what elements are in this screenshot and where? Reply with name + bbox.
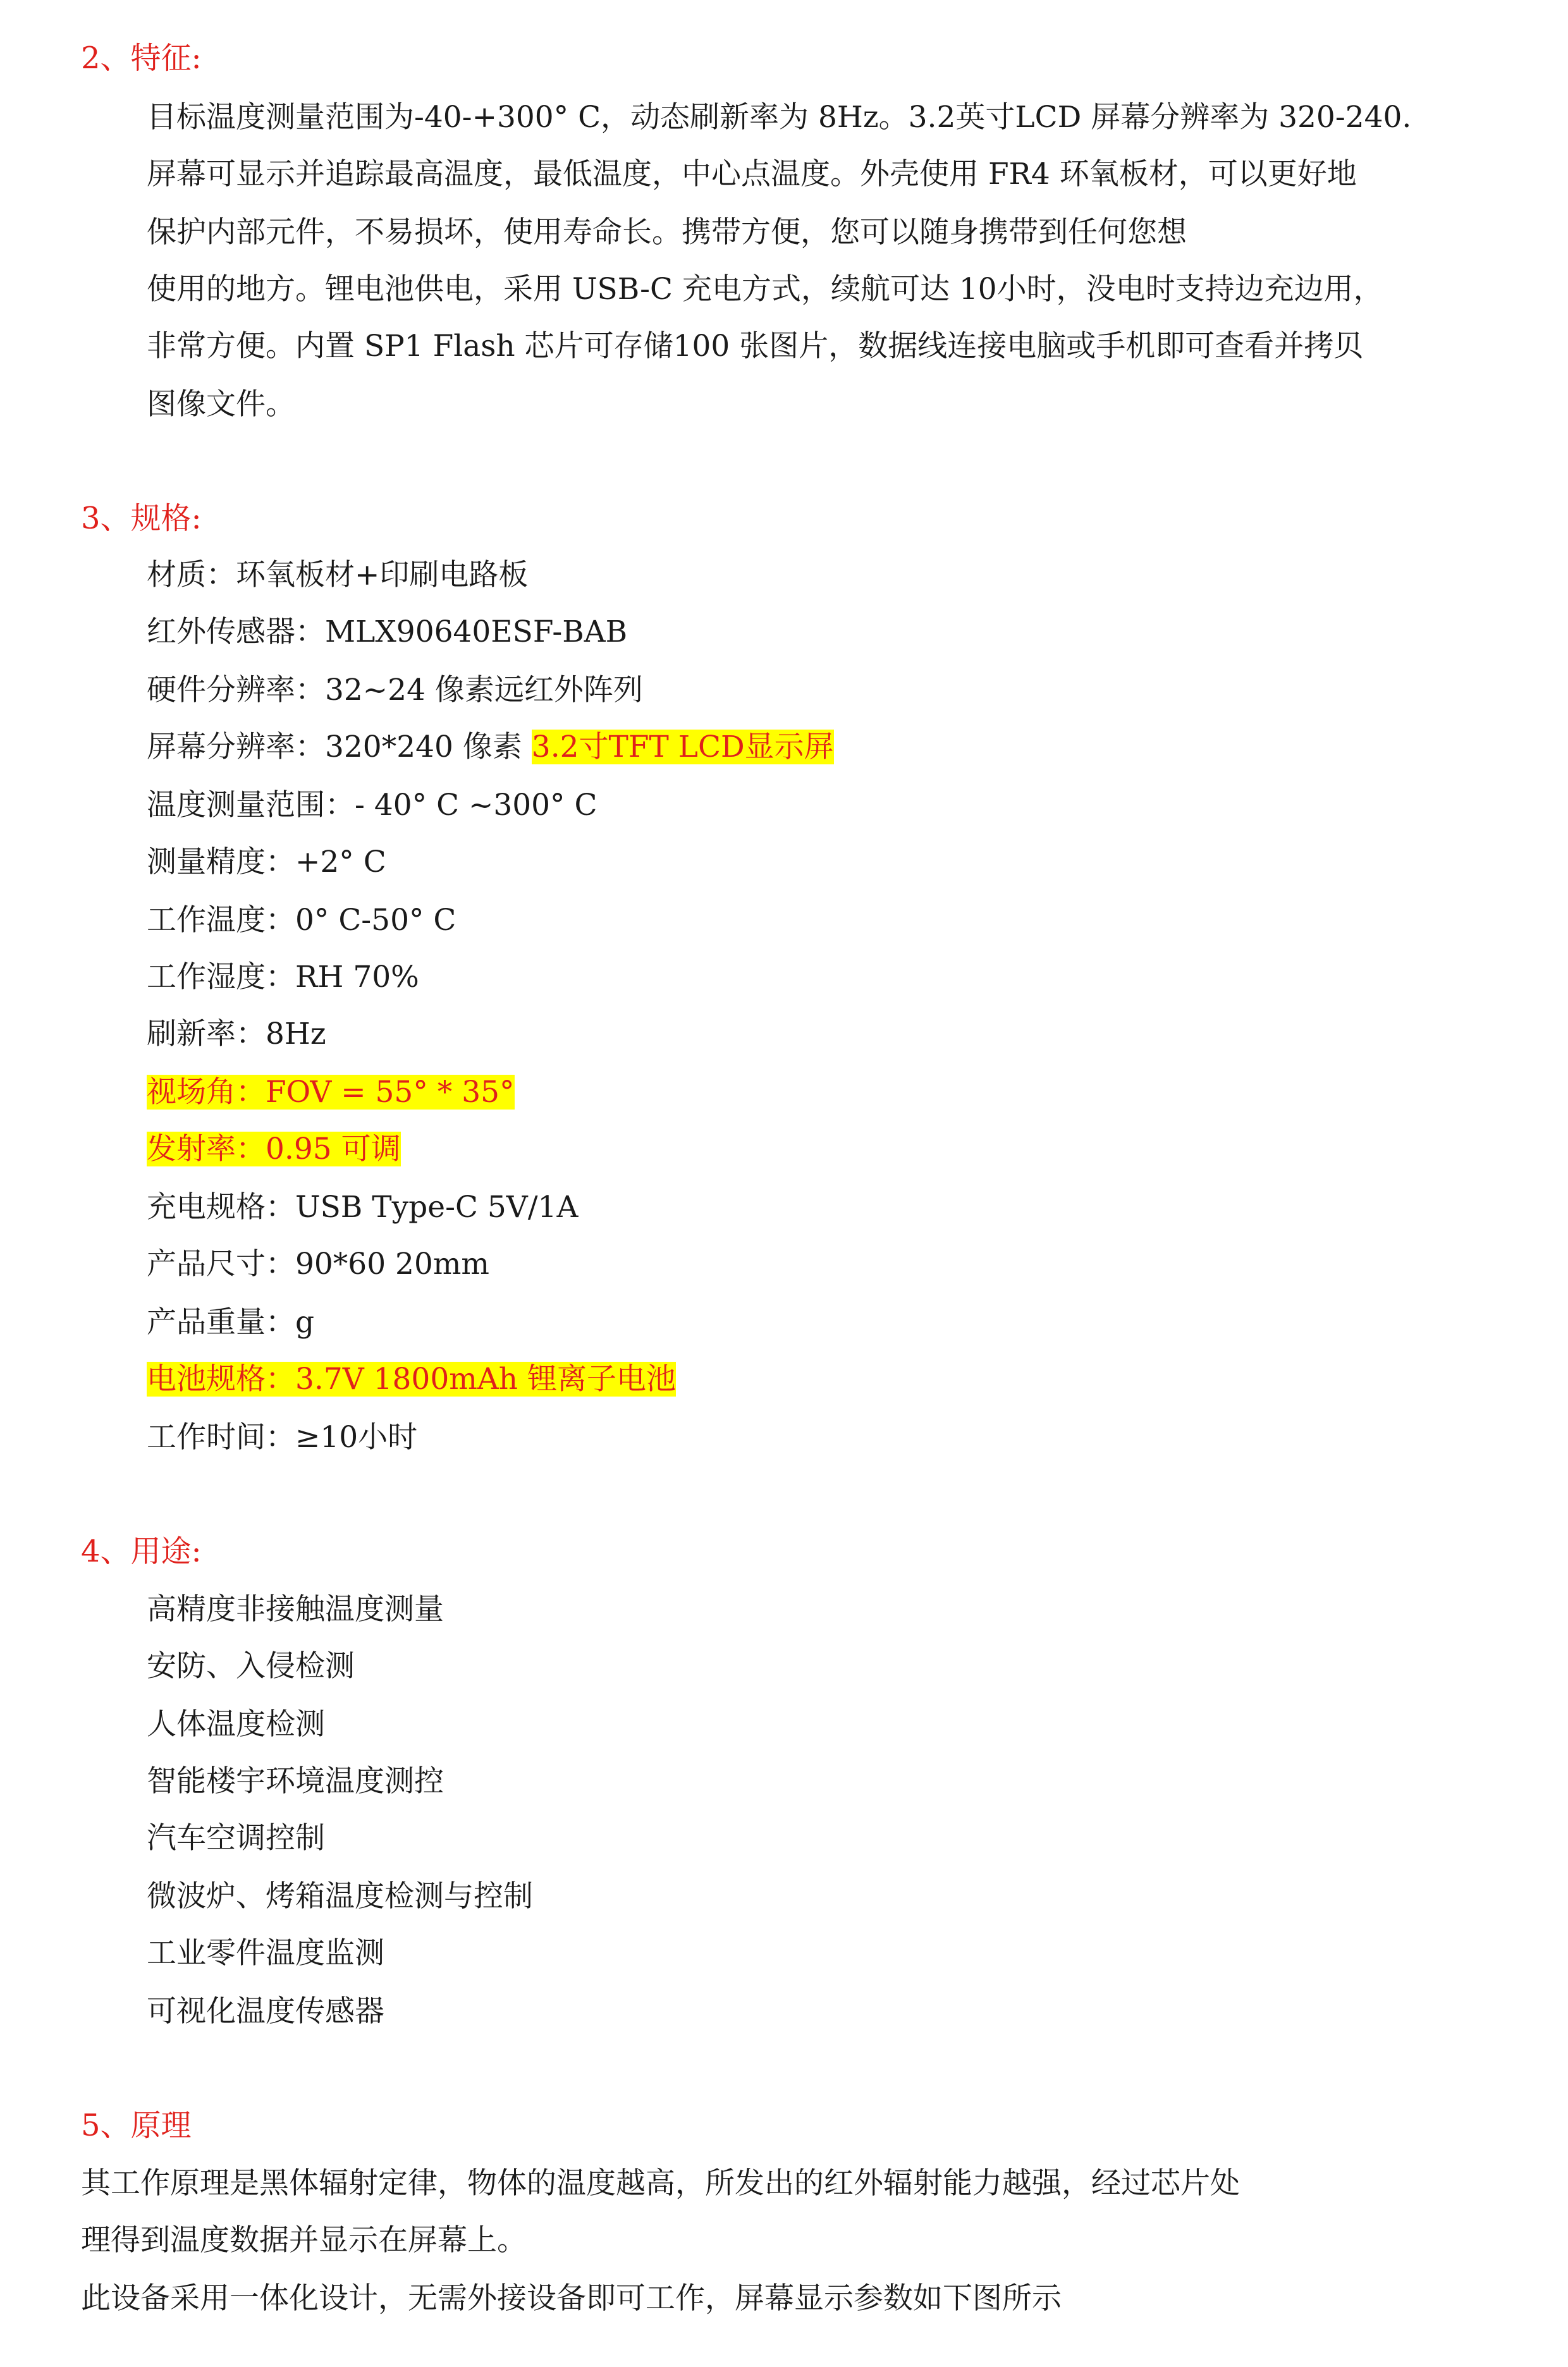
section-heading-principle: 5、原理 xyxy=(81,2108,192,2143)
spec-hw-resolution: 硬件分辨率：32~24 像素远红外阵列 xyxy=(147,673,643,707)
use-item: 可视化温度传感器 xyxy=(147,1994,384,2029)
use-item: 汽车空调控制 xyxy=(147,1821,325,1856)
spec-battery xyxy=(147,1361,676,1398)
spec-refresh: 刷新率：8Hz xyxy=(147,1017,326,1051)
section-heading-features: 2、特征: xyxy=(81,40,202,76)
spec-work-time: 工作时间：≥10小时 xyxy=(147,1420,418,1455)
use-item: 工业零件温度监测 xyxy=(147,1936,384,1971)
features-line: 使用的地方。锂电池供电，采用 USB-C 充电方式，续航可达 10小时，没电时支持边充边用， xyxy=(147,272,1383,307)
spec-fov-highlight: 视场角：FOV = 55° * 35° xyxy=(147,1075,515,1110)
use-item: 安防、入侵检测 xyxy=(147,1649,355,1684)
spec-work-temp: 工作温度：0° C-50° C xyxy=(147,903,456,938)
principle-line: 其工作原理是黑体辐射定律，物体的温度越高，所发出的红外辐射能力越强，经过芯片处 xyxy=(81,2166,1240,2201)
spec-material: 材质：环氧板材+印刷电路板 xyxy=(147,558,529,592)
spec-screen-resolution-label: 屏幕分辨率：320*240 像素 xyxy=(147,730,532,764)
principle-line: 理得到温度数据并显示在屏幕上。 xyxy=(81,2223,527,2258)
spec-sensor: 红外传感器：MLX90640ESF-BAB xyxy=(147,615,628,649)
spec-temp-range: 温度测量范围：- 40° C ~300° C xyxy=(147,788,597,823)
spec-fov xyxy=(147,1073,515,1111)
use-item: 人体温度检测 xyxy=(147,1707,325,1742)
principle-line: 此设备采用一体化设计，无需外接设备即可工作，屏幕显示参数如下图所示 xyxy=(81,2281,1062,2316)
use-item: 微波炉、烤箱温度检测与控制 xyxy=(147,1879,533,1914)
spec-emissivity-highlight: 发射率：0.95 可调 xyxy=(147,1132,401,1166)
spec-battery-highlight: 电池规格：3.7V 1800mAh 锂离子电池 xyxy=(147,1362,676,1397)
use-item: 智能楼宇环境温度测控 xyxy=(147,1764,444,1799)
spec-size: 产品尺寸：90*60 20mm xyxy=(147,1247,489,1281)
features-line: 目标温度测量范围为-40-+300° C，动态刷新率为 8Hz。3.2英寸LCD 屏幕分辨率为 320-240. xyxy=(147,100,1412,135)
features-line: 图像文件。 xyxy=(147,387,295,422)
spec-weight: 产品重量：g xyxy=(147,1305,315,1340)
spec-charging: 充电规格：USB Type-C 5V/1A xyxy=(147,1190,579,1225)
section-heading-specs: 3、规格: xyxy=(81,501,202,536)
spec-work-humidity: 工作湿度：RH 70% xyxy=(147,960,419,994)
spec-screen-resolution xyxy=(147,728,834,766)
features-line: 保护内部元件，不易损坏，使用寿命长。携带方便，您可以随身携带到任何您想 xyxy=(147,215,1187,250)
use-item: 高精度非接触温度测量 xyxy=(147,1592,444,1627)
features-line: 非常方便。内置 SP1 Flash 芯片可存储100 张图片，数据线连接电脑或手机即可查看并拷贝 xyxy=(147,329,1364,364)
section-heading-uses: 4、用途: xyxy=(81,1534,202,1569)
spec-emissivity xyxy=(147,1130,401,1168)
spec-screen-resolution-highlight: 3.2寸TFT LCD显示屏 xyxy=(531,730,834,764)
features-line: 屏幕可显示并追踪最高温度，最低温度，中心点温度。外壳使用 FR4 环氧板材，可以更好地 xyxy=(147,157,1357,192)
spec-accuracy: 测量精度：+2° C xyxy=(147,845,386,879)
